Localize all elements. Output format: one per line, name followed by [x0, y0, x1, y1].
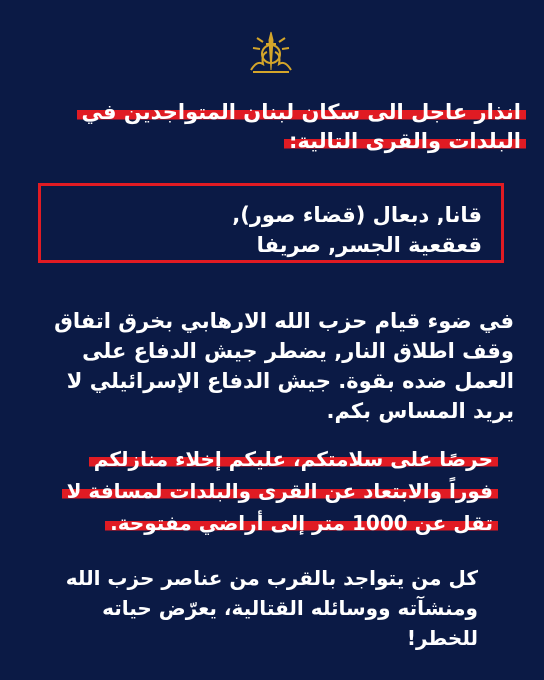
- urgent-warning-headline: [16, 98, 526, 156]
- headline-line-2: البلدات والقرى التالية:: [284, 129, 526, 153]
- villages-line-1: قانا, دبعال (قضاء صور),: [232, 203, 482, 227]
- paragraph2-line-3: تقل عن 1000 متر إلى أراضي مفتوحة.: [105, 511, 498, 535]
- paragraph3-line-3: للخطر!: [406, 626, 478, 650]
- ceasefire-paragraph: [14, 306, 514, 426]
- paragraph3-line-1: كل من يتواجد بالقرب من عناصر حزب الله: [65, 566, 478, 590]
- idf-emblem-icon: [247, 30, 295, 74]
- paragraph2-line-1: حرصًا على سلامتكم، عليكم إخلاء منازلكم: [89, 447, 498, 471]
- villages-list: [62, 200, 482, 260]
- paragraph1-line-2: وقف اطلاق النار, يضطر جيش الدفاع على: [82, 339, 514, 363]
- paragraph3-line-2: ومنشآته ووسائله القتالية، يعرّض حياته: [102, 596, 478, 620]
- paragraph1-line-3: العمل ضده بقوة. جيش الدفاع الإسرائيلي لا: [66, 369, 514, 393]
- evacuation-paragraph: [8, 443, 498, 539]
- paragraph2-line-2: فوراً والابتعاد عن القرى والبلدات لمسافة لا: [62, 479, 498, 503]
- villages-line-2: قعقعية الجسر, صريفا: [256, 233, 482, 257]
- paragraph1-line-4: يريد المساس بكم.: [326, 399, 514, 423]
- paragraph1-line-1: في ضوء قيام حزب الله الارهابي بخرق اتفاق: [54, 309, 514, 333]
- headline-line-1: انذار عاجل الى سكان لبنان المتواجدين في: [77, 100, 526, 124]
- danger-paragraph: [8, 563, 478, 653]
